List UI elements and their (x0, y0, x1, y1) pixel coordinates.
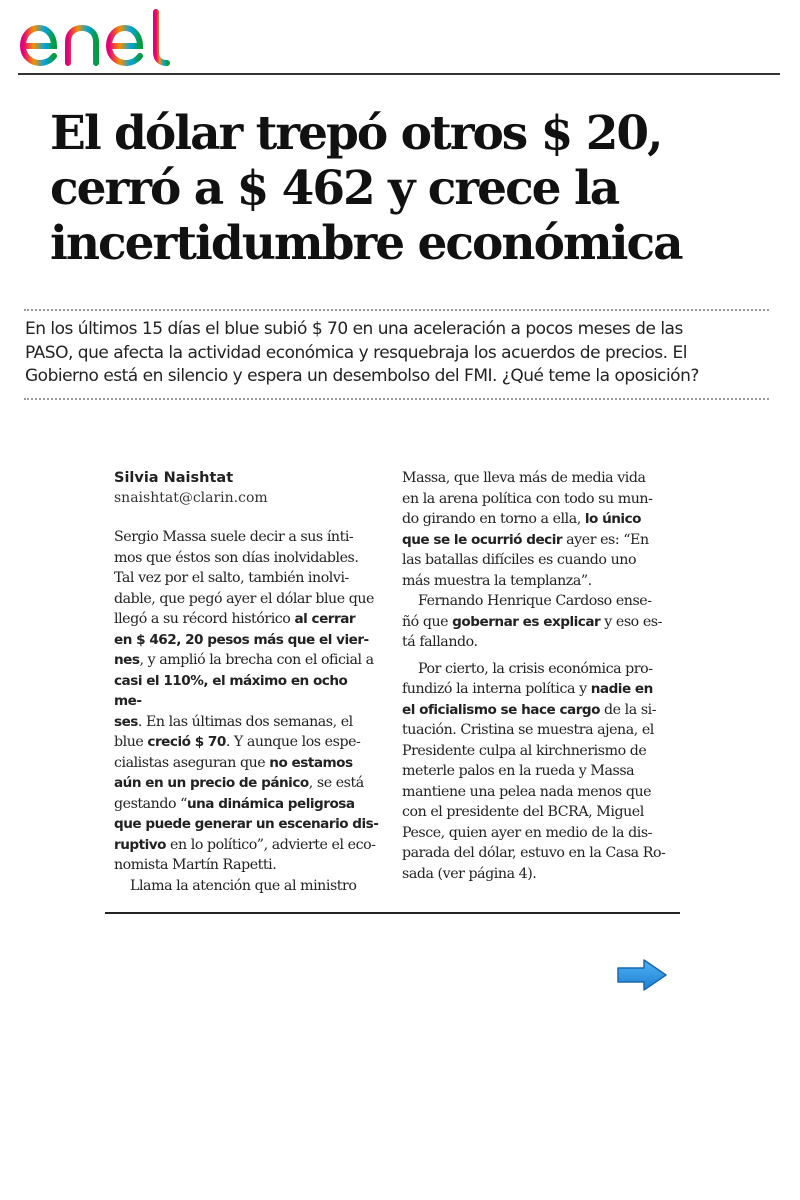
headline-line-2: cerró a $ 462 y crece la (50, 161, 619, 216)
body-paragraph: Massa, que lleva más de media vida en la arena política con todo su mun- do girando en torno a ella, lo único que se le ocurrió decir ayer es: “En las batallas difíciles es cuando uno más muestra la templanza”. (402, 470, 653, 589)
author-email[interactable]: snaishtat@clarin.com (114, 490, 268, 506)
lead-divider-top (24, 309, 769, 311)
lead-line: PASO, que afecta la actividad económica y resquebraja los acuerdos de precios. El (25, 342, 687, 363)
author-name: Silvia Naishtat (114, 470, 234, 486)
headline-line-1: El dólar trepó otros $ 20, (50, 106, 662, 161)
body-column-2 (402, 468, 667, 884)
article-headline (50, 106, 785, 271)
right-arrow-icon[interactable] (615, 957, 669, 993)
lead-line: Gobierno está en silencio y espera un desembolso del FMI. ¿Qué teme la oposición? (25, 366, 699, 386)
body-paragraph: Fernando Henrique Cardoso ense- ñó que gobernar es explicar y eso es- tá fallando. (402, 593, 662, 650)
enel-logo (18, 6, 188, 70)
body-paragraph: Llama la atención que al ministro (130, 877, 357, 894)
body-column-1 (114, 527, 379, 896)
lead-divider-bottom (24, 398, 769, 400)
headline-line-3: incertidumbre económica (50, 216, 682, 271)
body-paragraph: Por cierto, la crisis económica pro- fundizó la interna política y nadie en el oficialismo se hace cargo de la si- tuación. Cristina se muestra ajena, el Presidente culpa al kirchnerismo de meterle palos en la rueda y Massa mantiene una pelea nada menos que con el presidente del BCRA, Miguel Pesce, quien ayer en medio de la dis- parada del dólar, estuvo en la Casa Ro- sada (ver página 4). (402, 660, 666, 882)
top-rule (18, 73, 780, 75)
article-lead (25, 318, 770, 389)
body-paragraph: Sergio Massa suele decir a sus ínti- mos que éstos son días inolvidables. Tal vez por el salto, también inolvi- dable, que pegó ayer el dólar blue que llegó a su récord histórico al cerrar en $ 462, 20 pesos más que el vier- nes, y amplió la brecha con el oficial a casi el 110%, el máximo en ocho me- ses. En las últimas dos semanas, el blue creció $ 70. Y aunque los espe- cialistas aseguran que no estamos aún en un precio de pánico, se está gestando “una dinámica peligrosa que puede generar un escenario dis- ruptivo en lo político”, advierte el eco- nomista Martín Rapetti. (114, 529, 379, 873)
byline (114, 468, 384, 508)
lead-line: En los últimos 15 días el blue subió $ 70 en una aceleración a pocos meses de las (25, 319, 683, 339)
bottom-rule (105, 912, 680, 914)
logo-text: enel (18, 68, 21, 69)
